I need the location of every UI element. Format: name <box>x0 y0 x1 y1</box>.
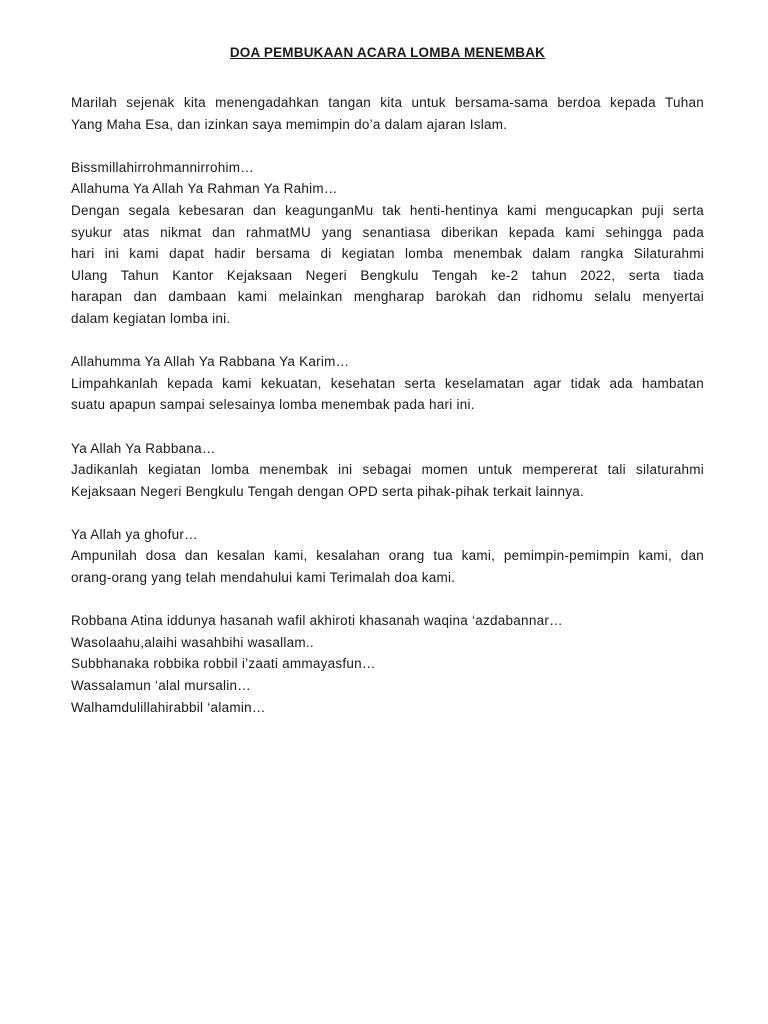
paragraph-line: Ya Allah Ya Rabbana… <box>71 440 216 456</box>
paragraph-line: hari ini kami dapat hadir bersama di kegiatan lomba menembak dalam rangka Silaturahmi <box>71 246 704 262</box>
paragraph-line: Wassalamun ‘alal mursalin… <box>71 678 252 694</box>
paragraph-line: Marilah sejenak kita menengadahkan tangan kita untuk bersama-sama berdoa kepada Tuhan <box>71 95 704 110</box>
paragraph-2 <box>71 157 704 330</box>
paragraph-line: Yang Maha Esa, dan izinkan saya memimpin do’a dalam ajaran Islam. <box>71 116 508 132</box>
paragraph-4 <box>71 438 704 503</box>
paragraph-3 <box>71 351 704 416</box>
document-body <box>71 92 704 718</box>
paragraph-line: harapan dan dambaan kami melainkan mengharap barokah dan ridhomu selalu menyertai <box>71 289 704 305</box>
paragraph-line: orang-orang yang telah mendahului kami Terimalah doa kami. <box>71 570 456 586</box>
paragraph-line: Kejaksaan Negeri Bengkulu Tengah dengan OPD serta pihak-pihak terkait lainnya. <box>71 483 585 499</box>
paragraph-line: Ulang Tahun Kantor Kejaksaan Negeri Bengkulu Tengah ke-2 tahun 2022, serta tiada <box>71 267 704 283</box>
paragraph-6 <box>71 610 704 718</box>
paragraph-1 <box>71 92 704 135</box>
document-title: DOA PEMBUKAAN ACARA LOMBA MENEMBAK <box>229 45 546 60</box>
paragraph-line: Robbana Atina iddunya hasanah wafil akhiroti khasanah waqina ‘azdabannar… <box>71 613 563 629</box>
paragraph-line: Allahuma Ya Allah Ya Rahman Ya Rahim… <box>71 181 338 197</box>
paragraph-line: dalam kegiatan lomba ini. <box>71 310 231 326</box>
paragraph-line: Bissmillahirrohmannirrohim… <box>71 159 255 175</box>
paragraph-line: Walhamdulillahirabbil ‘alamin… <box>71 699 266 715</box>
paragraph-line: Wasolaahu,alaihi wasahbihi wasallam.. <box>71 634 314 650</box>
paragraph-line: Ampunilah dosa dan kesalan kami, kesalahan orang tua kami, pemimpin-pemimpin kami, dan <box>71 548 704 564</box>
paragraph-line: Ya Allah ya ghofur… <box>71 526 198 542</box>
paragraph-5 <box>71 524 704 589</box>
paragraph-line: Allahumma Ya Allah Ya Rabbana Ya Karim… <box>71 354 350 370</box>
paragraph-line: suatu apapun sampai selesainya lomba menembak pada hari ini. <box>71 397 475 413</box>
paragraph-line: Dengan segala kebesaran dan keagunganMu tak henti-hentinya kami mengucapkan puji serta <box>71 202 704 218</box>
paragraph-line: syukur atas nikmat dan rahmatMU yang senantiasa diberikan kepada kami sehingga pada <box>71 224 704 240</box>
paragraph-line: Jadikanlah kegiatan lomba menembak ini sebagai momen untuk mempererat tali silaturahmi <box>71 462 704 478</box>
paragraph-line: Subbhanaka robbika robbil i’zaati ammayasfun… <box>71 656 376 672</box>
paragraph-line: Limpahkanlah kepada kami kekuatan, kesehatan serta keselamatan agar tidak ada hambatan <box>71 375 704 391</box>
